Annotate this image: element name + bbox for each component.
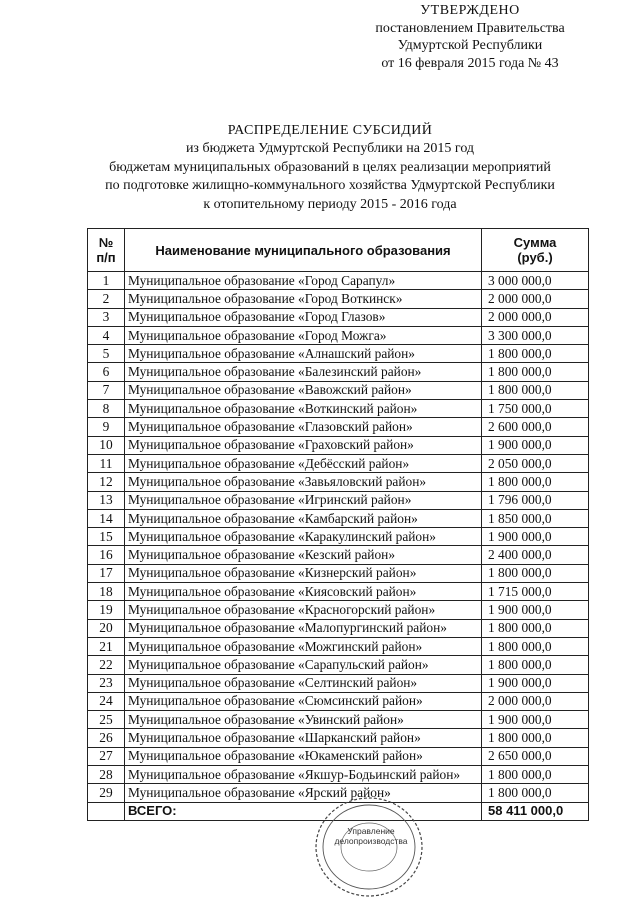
- row-number: 28: [88, 766, 125, 784]
- row-sum: 1 800 000,0: [482, 766, 589, 784]
- row-number: 6: [88, 363, 125, 381]
- row-name: Муниципальное образование «Город Сарапул»: [125, 272, 482, 290]
- row-sum: 1 900 000,0: [482, 674, 589, 692]
- row-number: 18: [88, 583, 125, 601]
- table-row: [88, 509, 589, 527]
- row-number: 15: [88, 528, 125, 546]
- row-number: 8: [88, 400, 125, 418]
- row-sum: 1 715 000,0: [482, 583, 589, 601]
- row-name: Муниципальное образование «Кизнерский район»: [125, 564, 482, 582]
- stamp-text: [333, 826, 409, 846]
- row-name: Муниципальное образование «Алнашский район»: [125, 345, 482, 363]
- row-sum: 3 000 000,0: [482, 272, 589, 290]
- row-name: Муниципальное образование «Селтинский район»: [125, 674, 482, 692]
- stamp-line-2: делопроизводства: [334, 836, 408, 846]
- row-number: 27: [88, 747, 125, 765]
- title-line-4: к отопительному периоду 2015 - 2016 года: [203, 196, 457, 212]
- table-row: [88, 637, 589, 655]
- row-name: Муниципальное образование «Камбарский район»: [125, 509, 482, 527]
- row-number: 24: [88, 692, 125, 710]
- row-name: Муниципальное образование «Вавожский район»: [125, 381, 482, 399]
- title-line-3: по подготовке жилищно-коммунального хозяйства Удмуртской Республики: [105, 178, 555, 194]
- table-body: [88, 272, 589, 821]
- subsidies-table: [87, 228, 589, 821]
- table-row: [88, 766, 589, 784]
- row-name: Муниципальное образование «Балезинский район»: [125, 363, 482, 381]
- row-name: Муниципальное образование «Граховский район»: [125, 436, 482, 454]
- stamp-line-1: Управление: [347, 826, 395, 836]
- table-row: [88, 546, 589, 564]
- row-number: 14: [88, 509, 125, 527]
- row-number: 10: [88, 436, 125, 454]
- row-name: Муниципальное образование «Сюмсинский район»: [125, 692, 482, 710]
- header-number-line-2: п/п: [96, 250, 116, 265]
- approval-line-1: постановлением Правительства: [375, 20, 565, 36]
- row-name: Муниципальное образование «Увинский район»: [125, 711, 482, 729]
- row-number: 2: [88, 290, 125, 308]
- row-sum: 1 800 000,0: [482, 656, 589, 674]
- document-title: [60, 122, 600, 214]
- table-row: [88, 674, 589, 692]
- row-sum: 1 800 000,0: [482, 564, 589, 582]
- table-row: [88, 619, 589, 637]
- row-sum: 2 000 000,0: [482, 308, 589, 326]
- total-label: ВСЕГО:: [125, 802, 482, 820]
- row-name: Муниципальное образование «Кезский район»: [125, 546, 482, 564]
- table-row: [88, 400, 589, 418]
- row-name: Муниципальное образование «Город Можга»: [125, 326, 482, 344]
- row-number: 17: [88, 564, 125, 582]
- row-number: 23: [88, 674, 125, 692]
- table-row: [88, 272, 589, 290]
- row-name: Муниципальное образование «Завьяловский район»: [125, 473, 482, 491]
- header-sum-line-1: Сумма: [513, 235, 557, 250]
- row-number: 12: [88, 473, 125, 491]
- row-name: Муниципальное образование «Малопургинский район»: [125, 619, 482, 637]
- row-sum: 1 800 000,0: [482, 637, 589, 655]
- row-name: Муниципальное образование «Красногорский район»: [125, 601, 482, 619]
- row-number: 19: [88, 601, 125, 619]
- row-number: 9: [88, 418, 125, 436]
- title-line-2: бюджетам муниципальных образований в целях реализации мероприятий: [109, 159, 551, 175]
- row-sum: 2 000 000,0: [482, 692, 589, 710]
- official-stamp-icon: [313, 795, 425, 899]
- row-sum: 2 650 000,0: [482, 747, 589, 765]
- table-row: [88, 711, 589, 729]
- row-name: Муниципальное образование «Шарканский район»: [125, 729, 482, 747]
- table-row: [88, 528, 589, 546]
- row-name: Муниципальное образование «Дебёсский район»: [125, 454, 482, 472]
- row-number: 3: [88, 308, 125, 326]
- header-sum-line-2: (руб.): [517, 250, 553, 265]
- approval-block: [340, 2, 600, 72]
- row-sum: 1 800 000,0: [482, 363, 589, 381]
- row-number: 20: [88, 619, 125, 637]
- table-row: [88, 345, 589, 363]
- row-name: Муниципальное образование «Сарапульский район»: [125, 656, 482, 674]
- table-row: [88, 308, 589, 326]
- row-sum: 1 800 000,0: [482, 473, 589, 491]
- row-name: Муниципальное образование «Можгинский район»: [125, 637, 482, 655]
- row-number: 7: [88, 381, 125, 399]
- row-number: 25: [88, 711, 125, 729]
- row-sum: 3 300 000,0: [482, 326, 589, 344]
- row-sum: 1 800 000,0: [482, 381, 589, 399]
- row-name: Муниципальное образование «Ярский район»: [125, 784, 482, 802]
- table-row: [88, 601, 589, 619]
- row-sum: 1 800 000,0: [482, 619, 589, 637]
- row-sum: 1 800 000,0: [482, 784, 589, 802]
- row-name: Муниципальное образование «Воткинский район»: [125, 400, 482, 418]
- table-row: [88, 418, 589, 436]
- row-number: 13: [88, 491, 125, 509]
- approval-line-3: от 16 февраля 2015 года № 43: [381, 55, 559, 71]
- table-row: [88, 583, 589, 601]
- row-sum: 2 400 000,0: [482, 546, 589, 564]
- table-row: [88, 656, 589, 674]
- row-sum: 1 796 000,0: [482, 491, 589, 509]
- table-row: [88, 747, 589, 765]
- row-sum: 2 000 000,0: [482, 290, 589, 308]
- row-number: 22: [88, 656, 125, 674]
- row-sum: 1 900 000,0: [482, 711, 589, 729]
- row-sum: 1 900 000,0: [482, 601, 589, 619]
- header-name: Наименование муниципального образования: [125, 229, 482, 272]
- table-row: [88, 363, 589, 381]
- header-number-line-1: №: [98, 235, 114, 250]
- row-sum: 1 800 000,0: [482, 729, 589, 747]
- table-row: [88, 692, 589, 710]
- table-header-row: [88, 229, 589, 272]
- approval-heading: УТВЕРЖДЕНО: [420, 3, 520, 18]
- row-sum: 1 750 000,0: [482, 400, 589, 418]
- row-number: 16: [88, 546, 125, 564]
- table-row: [88, 290, 589, 308]
- table-row: [88, 473, 589, 491]
- table-row: [88, 491, 589, 509]
- table-row: [88, 564, 589, 582]
- row-sum: 1 800 000,0: [482, 345, 589, 363]
- row-number: 26: [88, 729, 125, 747]
- row-name: Муниципальное образование «Каракулинский район»: [125, 528, 482, 546]
- table-row: [88, 381, 589, 399]
- row-name: Муниципальное образование «Город Глазов»: [125, 308, 482, 326]
- row-sum: 1 900 000,0: [482, 528, 589, 546]
- header-sum: [482, 229, 589, 272]
- row-number: 1: [88, 272, 125, 290]
- row-number: 29: [88, 784, 125, 802]
- row-sum: 1 850 000,0: [482, 509, 589, 527]
- approval-line-2: Удмуртской Республики: [397, 38, 543, 53]
- row-number: 5: [88, 345, 125, 363]
- header-number: [88, 229, 125, 272]
- table-row: [88, 729, 589, 747]
- row-number: 21: [88, 637, 125, 655]
- table-row: [88, 436, 589, 454]
- row-sum: 2 600 000,0: [482, 418, 589, 436]
- table-row: [88, 326, 589, 344]
- table-row: [88, 454, 589, 472]
- row-number: 4: [88, 326, 125, 344]
- row-sum: 1 900 000,0: [482, 436, 589, 454]
- row-number: 11: [88, 454, 125, 472]
- row-name: Муниципальное образование «Киясовский район»: [125, 583, 482, 601]
- row-name: Муниципальное образование «Глазовский район»: [125, 418, 482, 436]
- row-sum: 2 050 000,0: [482, 454, 589, 472]
- row-name: Муниципальное образование «Город Воткинск»: [125, 290, 482, 308]
- total-empty-cell: [88, 802, 125, 820]
- row-name: Муниципальное образование «Якшур-Бодьинский район»: [125, 766, 482, 784]
- title-line-1: из бюджета Удмуртской Республики на 2015 год: [185, 141, 475, 157]
- row-name: Муниципальное образование «Юкаменский район»: [125, 747, 482, 765]
- row-name: Муниципальное образование «Игринский район»: [125, 491, 482, 509]
- total-sum: 58 411 000,0: [482, 802, 589, 820]
- title-heading: РАСПРЕДЕЛЕНИЕ СУБСИДИЙ: [227, 123, 433, 138]
